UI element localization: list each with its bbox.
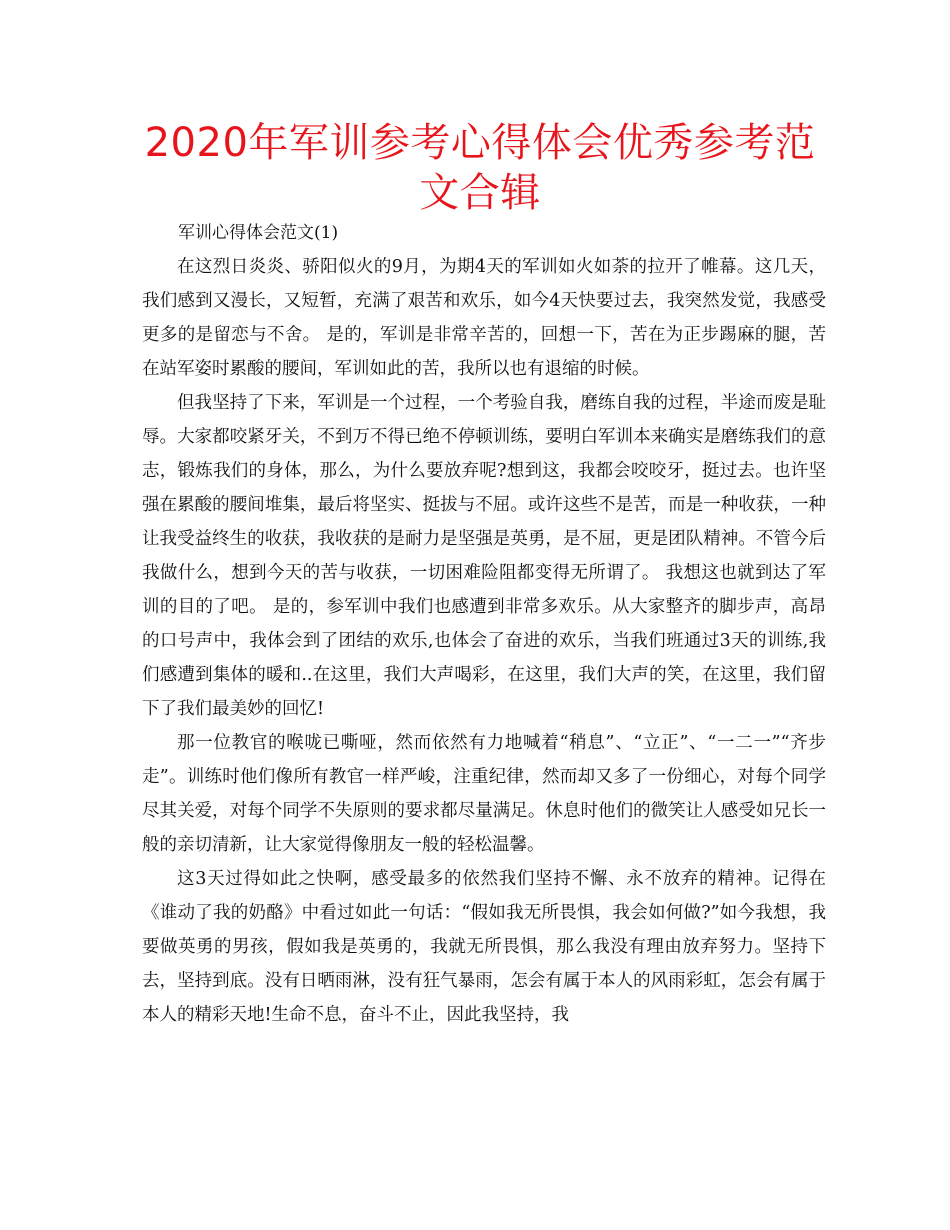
essay-body [142,250,826,1032]
paragraph: 那一位教官的喉咙已嘶哑，然而依然有力地喊着“稍息”、“立正”、“一二一”“齐步走”。训练时他们像所有教官一样严峻，注重纪律，然而却又多了一份细心，对每个同学尽其关爱，对每个同学不失原则的要求都尽量满足。休息时他们的微笑让人感受如兄长一般的亲切清新，让大家觉得像朋友一般的轻松温馨。 [142,733,826,855]
paragraph: 但我坚持了下来，军训是一个过程，一个考验自我，磨练自我的过程，半途而废是耻辱。大家都咬紧牙关，不到万不得已绝不停顿训练，要明白军训本来确实是磨练我们的意志，锻炼我们的身体，那么，为什么要放弃呢?想到这，我都会咬咬牙，挺过去。也许坚强在累酸的腰间堆集，最后将坚实、挺拔与不屈。或许这些不是苦，而是一种收获，一种让我受益终生的收获，我收获的是耐力是坚强是英勇，是不屈，更是团队精神。不管今后我做什么，想到今天的苦与收获，一切困难险阻都变得无所谓了。 我想这也就到达了军训的目的了吧。 是的，参军训中我们也感遭到非常多欢乐。从大家整齐的脚步声，高昂的口号声中，我体会到了团结的欢乐,也体会了奋进的欢乐，当我们班通过3天的训练,我们感遭到集体的暖和..在这里，我们大声喝彩，在这里，我们大声的笑，在这里，我们留下了我们最美妙的回忆! [142,393,826,719]
document-title: 2020年军训参考心得体会优秀参考范文合辑 [144,120,816,216]
paragraph: 这3天过得如此之快啊，感受最多的依然我们坚持不懈、永不放弃的精神。记得在《谁动了我的奶酪》中看过如此一句话：“假如我无所畏惧，我会如何做?”如今我想，我要做英勇的男孩，假如我是英勇的，我就无所畏惧，那么我没有理由放弃努力。坚持下去，坚持到底。没有日晒雨淋，没有狂气暴雨，怎会有属于本人的风雨彩虹，怎会有属于本人的精彩天地!生命不息，奋斗不止，因此我坚持，我 [142,869,826,1025]
paragraph: 在这烈日炎炎、骄阳似火的9月，为期4天的军训如火如荼的拉开了帷幕。这几天，我们感到又漫长，又短暂，充满了艰苦和欢乐，如今4天快要过去，我突然发觉，我感受更多的是留恋与不舍。 是的，军训是非常辛苦的，回想一下，苦在为正步踢麻的腿，苦在站军姿时累酸的腰间，军训如此的苦，我所以也有退缩的时候。 [142,257,826,379]
essay-subheading: 军训心得体会范文(1) [178,223,339,243]
